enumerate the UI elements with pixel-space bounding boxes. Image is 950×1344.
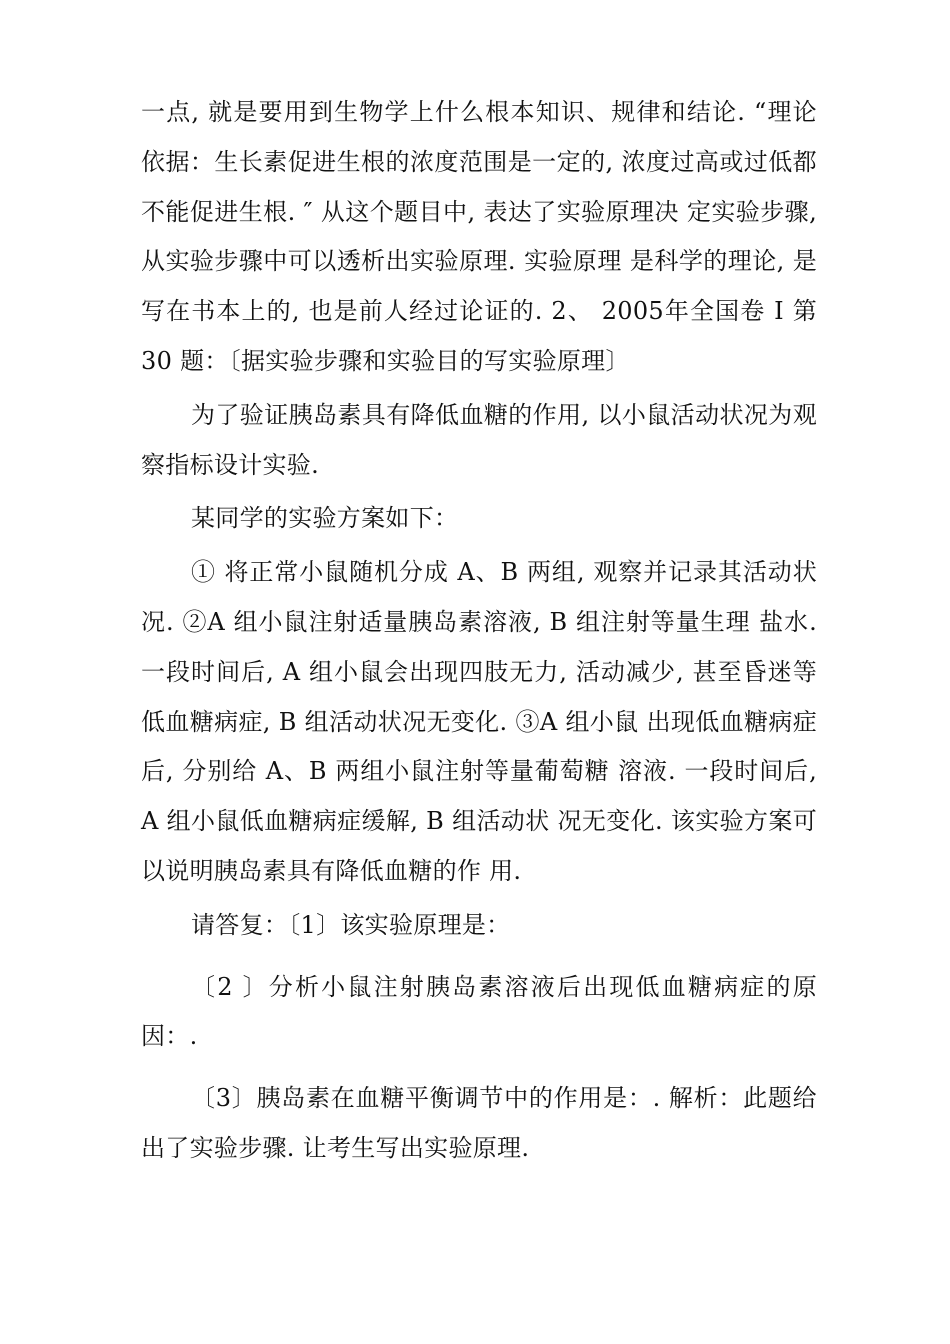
paragraph-question-1: 请答复：〔1〕该实验原理是： xyxy=(191,910,511,939)
paragraph-experiment-plan: ① 将正常小鼠随机分成 A、B 两组, 观察并记录其活动状况. ②A 组小鼠注射适量胰岛素溶液, B 组注射等量生理 盐水. 一段时间后, A 组小鼠会出现四肢无力, 活动减少, 甚至昏迷等低血糖病症, B 组活动状况无变化. ③A 组小鼠 出现低血糖病症后, 分别给 A、B 两组小鼠注射等量葡萄糖 溶液. 一段时间后, A 组小鼠低血糖病症缓解, B 组活动状 况无变化. 该实验方案可以说明胰岛素具有降低血糖的作 用. xyxy=(141,558,817,885)
paragraph-question-3: 〔3〕胰岛素在血糖平衡调节中的作用是：. 解析：此题给出了实验步骤. 让考生写出实验原理. xyxy=(141,1084,817,1162)
paragraph-intro: 一点, 就是要用到生物学上什么根本知识、规律和结论. “理论依据：生长素促进生根的浓度范围是一定的, 浓度过高或过低都不能促进生根. ″ 从这个题目中, 表达了实验原理决 定实验步骤, 从实验步骤中可以透析出实验原理. 实验原理 是科学的理论, 是写在书本上的, 也是前人经过论证的. 2、 2005年全国卷 I 第 30 题：〔据实验步骤和实验目的写实验原理〕 xyxy=(141,98,817,375)
document-body xyxy=(141,88,817,1174)
paragraph-plan-intro: 某同学的实验方案如下： xyxy=(191,504,459,533)
paragraph-question-2: 〔2 〕分析小鼠注射胰岛素溶液后出现低血糖病症的原因：. xyxy=(141,972,817,1051)
paragraph-experiment-purpose: 为了验证胰岛素具有降低血糖的作用, 以小鼠活动状况为观察指标设计实验. xyxy=(141,400,817,479)
